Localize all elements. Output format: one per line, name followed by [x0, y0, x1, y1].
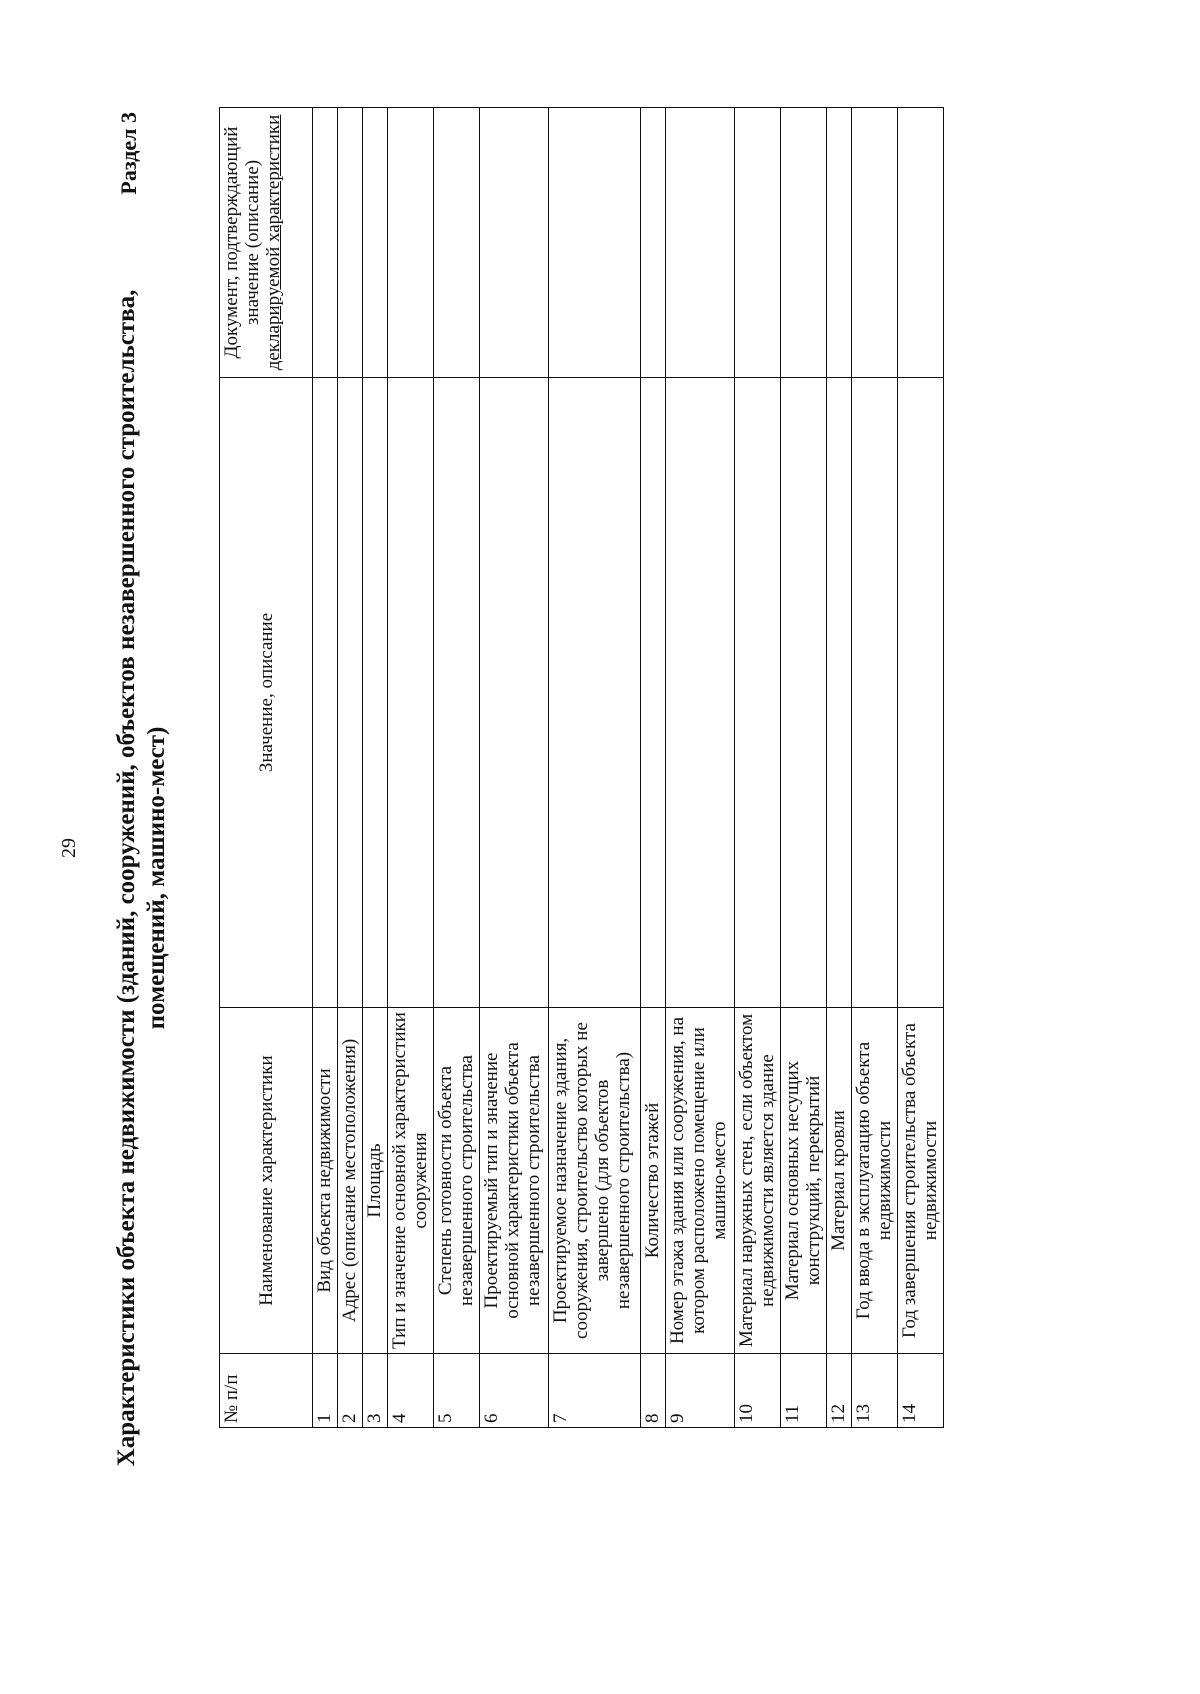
- row-value-cell: [641, 378, 666, 1008]
- row-value-cell: [735, 378, 781, 1008]
- table-row: [363, 108, 388, 1428]
- row-document-cell: [735, 108, 781, 378]
- row-document-cell: [338, 108, 363, 378]
- table-row: [388, 108, 434, 1428]
- table-row: [735, 108, 781, 1428]
- row-number: 7: [549, 1354, 641, 1428]
- row-value-cell: [666, 378, 735, 1008]
- row-characteristic-name: Год ввода в эксплуатацию объекта недвижимости: [852, 1008, 898, 1354]
- characteristics-table: [219, 107, 944, 1428]
- row-number: 14: [898, 1354, 944, 1428]
- row-document-cell: [549, 108, 641, 378]
- row-document-cell: [434, 108, 480, 378]
- row-number: 1: [313, 1354, 338, 1428]
- table-row: [898, 108, 944, 1428]
- row-characteristic-name: Адрес (описание местоположения): [338, 1008, 363, 1354]
- row-document-cell: [852, 108, 898, 378]
- row-document-cell: [827, 108, 852, 378]
- table-row: [641, 108, 666, 1428]
- table-row: [338, 108, 363, 1428]
- title-line-2: помещений, машино-мест): [143, 726, 170, 1030]
- row-characteristic-name: Материал основных несущих конструкций, перекрытий: [781, 1008, 827, 1354]
- table-row: [480, 108, 549, 1428]
- row-value-cell: [827, 378, 852, 1008]
- row-number: 6: [480, 1354, 549, 1428]
- row-number: 10: [735, 1354, 781, 1428]
- row-document-cell: [480, 108, 549, 378]
- row-number: 11: [781, 1354, 827, 1428]
- row-value-cell: [781, 378, 827, 1008]
- row-characteristic-name: Проектируемый тип и значение основной характеристики объекта незавершенного строительства: [480, 1008, 549, 1354]
- row-document-cell: [641, 108, 666, 378]
- row-number: 9: [666, 1354, 735, 1428]
- header-doc-line-3: декларируемой характеристики: [263, 114, 284, 371]
- row-characteristic-name: Тип и значение основной характеристики сооружения: [388, 1008, 434, 1354]
- row-document-cell: [666, 108, 735, 378]
- row-characteristic-name: Материал наружных стен, если объектом недвижимости является здание: [735, 1008, 781, 1354]
- row-characteristic-name: Количество этажей: [641, 1008, 666, 1354]
- row-number: 13: [852, 1354, 898, 1428]
- row-number: 12: [827, 1354, 852, 1428]
- page-number: 29: [58, 838, 80, 858]
- row-document-cell: [781, 108, 827, 378]
- table-row: [827, 108, 852, 1428]
- header-characteristic-name: Наименование характеристики: [220, 1008, 313, 1354]
- row-value-cell: [338, 378, 363, 1008]
- table-row: [313, 108, 338, 1428]
- header-doc-line-1: Документ, подтверждающий: [221, 126, 242, 359]
- row-characteristic-name: Номер этажа здания или сооружения, на котором расположено помещение или машино-место: [666, 1008, 735, 1354]
- row-number: 2: [338, 1354, 363, 1428]
- header-doc-line-2: значение (описание): [242, 159, 263, 326]
- row-characteristic-name: Площадь: [363, 1008, 388, 1354]
- row-characteristic-name: Материал кровли: [827, 1008, 852, 1354]
- rotated-page-content: [112, 58, 1082, 1598]
- row-characteristic-name: Проектируемое назначение здания, сооружения, строительство которых не завершено (для объектов незавершенного строительства): [549, 1008, 641, 1354]
- table-row: [781, 108, 827, 1428]
- row-number: 3: [363, 1354, 388, 1428]
- row-document-cell: [898, 108, 944, 378]
- row-value-cell: [898, 378, 944, 1008]
- row-value-cell: [549, 378, 641, 1008]
- row-value-cell: [852, 378, 898, 1008]
- header-number: № п/п: [220, 1354, 313, 1428]
- row-characteristic-name: Год завершения строительства объекта недвижимости: [898, 1008, 944, 1354]
- table-row: [666, 108, 735, 1428]
- table-row: [434, 108, 480, 1428]
- table-header-row: [220, 108, 313, 1428]
- row-value-cell: [480, 378, 549, 1008]
- row-document-cell: [388, 108, 434, 378]
- row-characteristic-name: Степень готовности объекта незавершенного строительства: [434, 1008, 480, 1354]
- section-label: Раздел 3: [116, 112, 141, 195]
- row-characteristic-name: Вид объекта недвижимости: [313, 1008, 338, 1354]
- header-value-description: Значение, описание: [220, 378, 313, 1008]
- table-row: [549, 108, 641, 1428]
- title-line-1: Характеристики объекта недвижимости (зданий, сооружений, объектов незавершенного строительства,: [113, 289, 140, 1467]
- row-value-cell: [434, 378, 480, 1008]
- row-number: 4: [388, 1354, 434, 1428]
- header-supporting-document: [220, 108, 313, 378]
- row-document-cell: [363, 108, 388, 378]
- row-value-cell: [313, 378, 338, 1008]
- document-title: [112, 258, 172, 1498]
- row-document-cell: [313, 108, 338, 378]
- table-row: [852, 108, 898, 1428]
- row-number: 8: [641, 1354, 666, 1428]
- row-value-cell: [363, 378, 388, 1008]
- row-number: 5: [434, 1354, 480, 1428]
- row-value-cell: [388, 378, 434, 1008]
